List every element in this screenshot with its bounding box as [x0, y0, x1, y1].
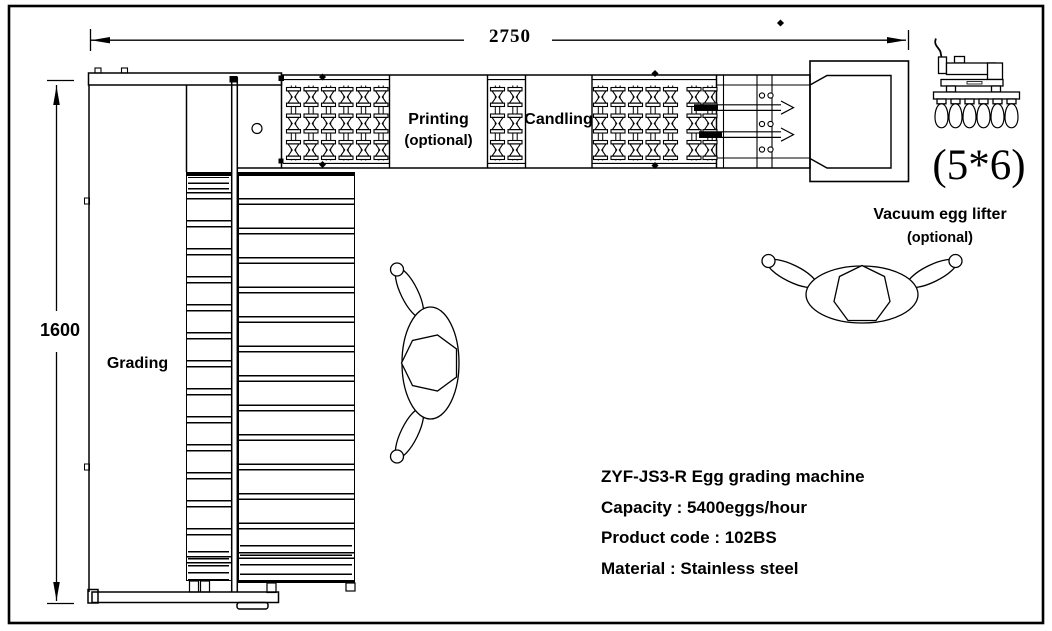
- vacuum-egg-lifter-note: (optional): [906, 230, 974, 246]
- operator-top-view-icon: [390, 263, 459, 463]
- height-dimension-line: [47, 81, 74, 604]
- grading-station-label: Grading: [106, 355, 169, 372]
- printing-station-note: (optional): [404, 132, 473, 149]
- machine-spec-block: [601, 462, 865, 584]
- grading-lane-rows: [186, 172, 232, 581]
- vacuum-egg-lifter-icon: [934, 39, 1020, 128]
- height-dimension-label: 1600: [39, 320, 81, 340]
- printing-station-label: [389, 109, 488, 151]
- grading-lane-rows-top: [188, 177, 229, 194]
- spec-model: ZYF-JS3-R Egg grading machine: [601, 467, 865, 486]
- egg-grid-size-label: (5*6): [932, 142, 1026, 189]
- operator-top-view-icon: [762, 254, 962, 323]
- grading-lane-rows-bottom: [188, 551, 229, 580]
- vacuum-egg-lifter-label: Vacuum egg lifter: [873, 206, 1007, 223]
- spec-material: Material : Stainless steel: [601, 558, 799, 578]
- grading-collection-table-rows: [238, 172, 355, 583]
- outlet-bracket: [810, 61, 909, 182]
- width-dimension-label: 2750: [489, 26, 531, 47]
- candling-station-label: Candling: [524, 111, 593, 128]
- sensor-dots: [759, 93, 773, 152]
- spec-product-code: Product code : 102BS: [601, 528, 777, 547]
- printing-station-title: Printing: [408, 111, 469, 128]
- spec-capacity: Capacity : 5400eggs/hour: [601, 497, 807, 517]
- egg-roller-columns: [287, 86, 718, 161]
- grading-collection-table-rows-bottom: [240, 545, 352, 579]
